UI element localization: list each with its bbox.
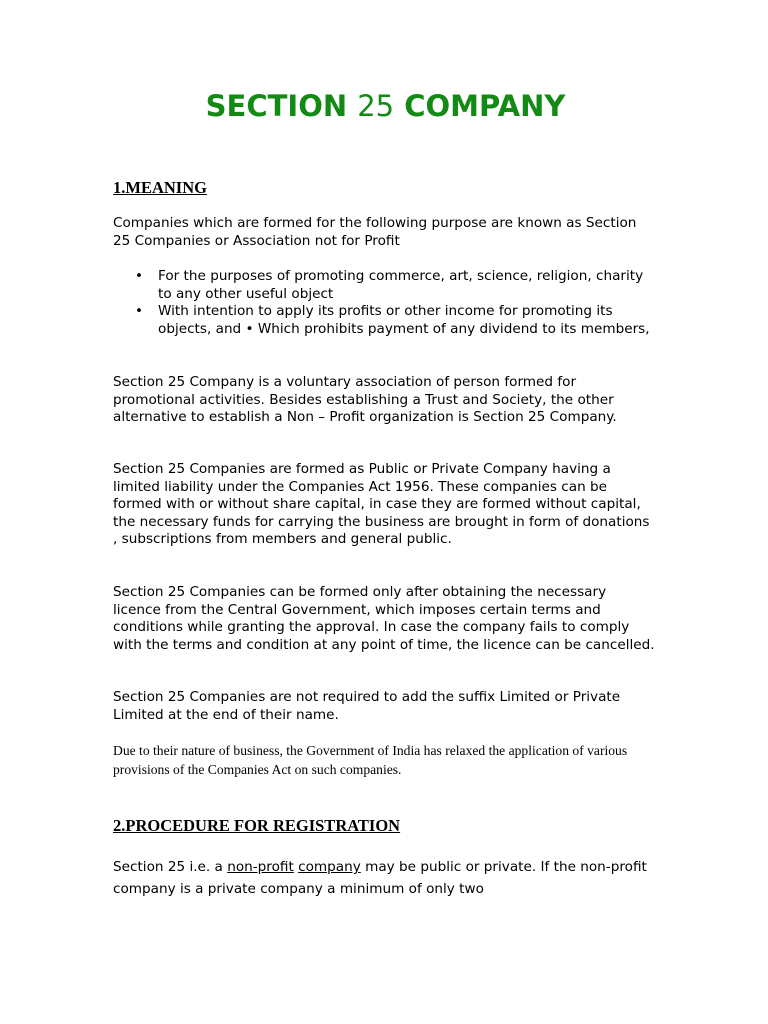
paragraph-voluntary-association: Section 25 Company is a voluntary association of person formed for promotional activities. Besides establishing a Trust and Society, the other alternative to establish a Non – Profit organization is Section 25 Company. <box>113 374 617 425</box>
company-link[interactable]: company <box>298 859 361 875</box>
title-number: 25 <box>357 89 395 123</box>
bullet-icon: • <box>135 303 144 319</box>
list-item <box>113 268 658 303</box>
list-item-text: With intention to apply its profits or other income for promoting its objects, and • Which prohibits payment of any dividend to its members, <box>158 303 650 337</box>
document-title <box>113 88 658 124</box>
title-prefix: SECTION <box>205 89 358 123</box>
procedure-text-after: may be public or private. If the non-profit company is a private company a minimum of only two <box>113 859 647 897</box>
non-profit-link[interactable]: non-profit <box>227 859 294 875</box>
procedure-paragraph <box>113 856 658 900</box>
list-item-text: For the purposes of promoting commerce, art, science, religion, charity to any other useful object <box>158 268 644 302</box>
meaning-intro: Companies which are formed for the following purpose are known as Section 25 Companies or Association not for Profit <box>113 215 637 249</box>
procedure-text-before: Section 25 i.e. a <box>113 859 228 875</box>
purpose-list <box>113 268 658 338</box>
list-item <box>113 303 658 338</box>
paragraph-government-relaxation: Due to their nature of business, the Government of India has relaxed the application of various provisions of the Companies Act on such companies. <box>113 743 628 777</box>
meaning-heading: 1.MEANING <box>113 178 207 197</box>
bullet-icon: • <box>135 268 144 284</box>
procedure-heading: 2.PROCEDURE FOR REGISTRATION <box>113 816 401 835</box>
title-suffix: COMPANY <box>394 89 566 123</box>
paragraph-suffix: Section 25 Companies are not required to add the suffix Limited or Private Limited at the end of their name. <box>113 689 621 723</box>
paragraph-public-private: Section 25 Companies are formed as Public or Private Company having a limited liability under the Companies Act 1956. These companies can be formed with or without share capital, in case they are formed without capital, the necessary funds for carrying the business are brought in form of donations , subscriptions from members and general public. <box>113 461 650 547</box>
paragraph-licence: Section 25 Companies can be formed only after obtaining the necessary licence from the Central Government, which imposes certain terms and conditions while granting the approval. In case the company fails to comply with the terms and condition at any point of time, the licence can be cancelled. <box>113 584 655 653</box>
